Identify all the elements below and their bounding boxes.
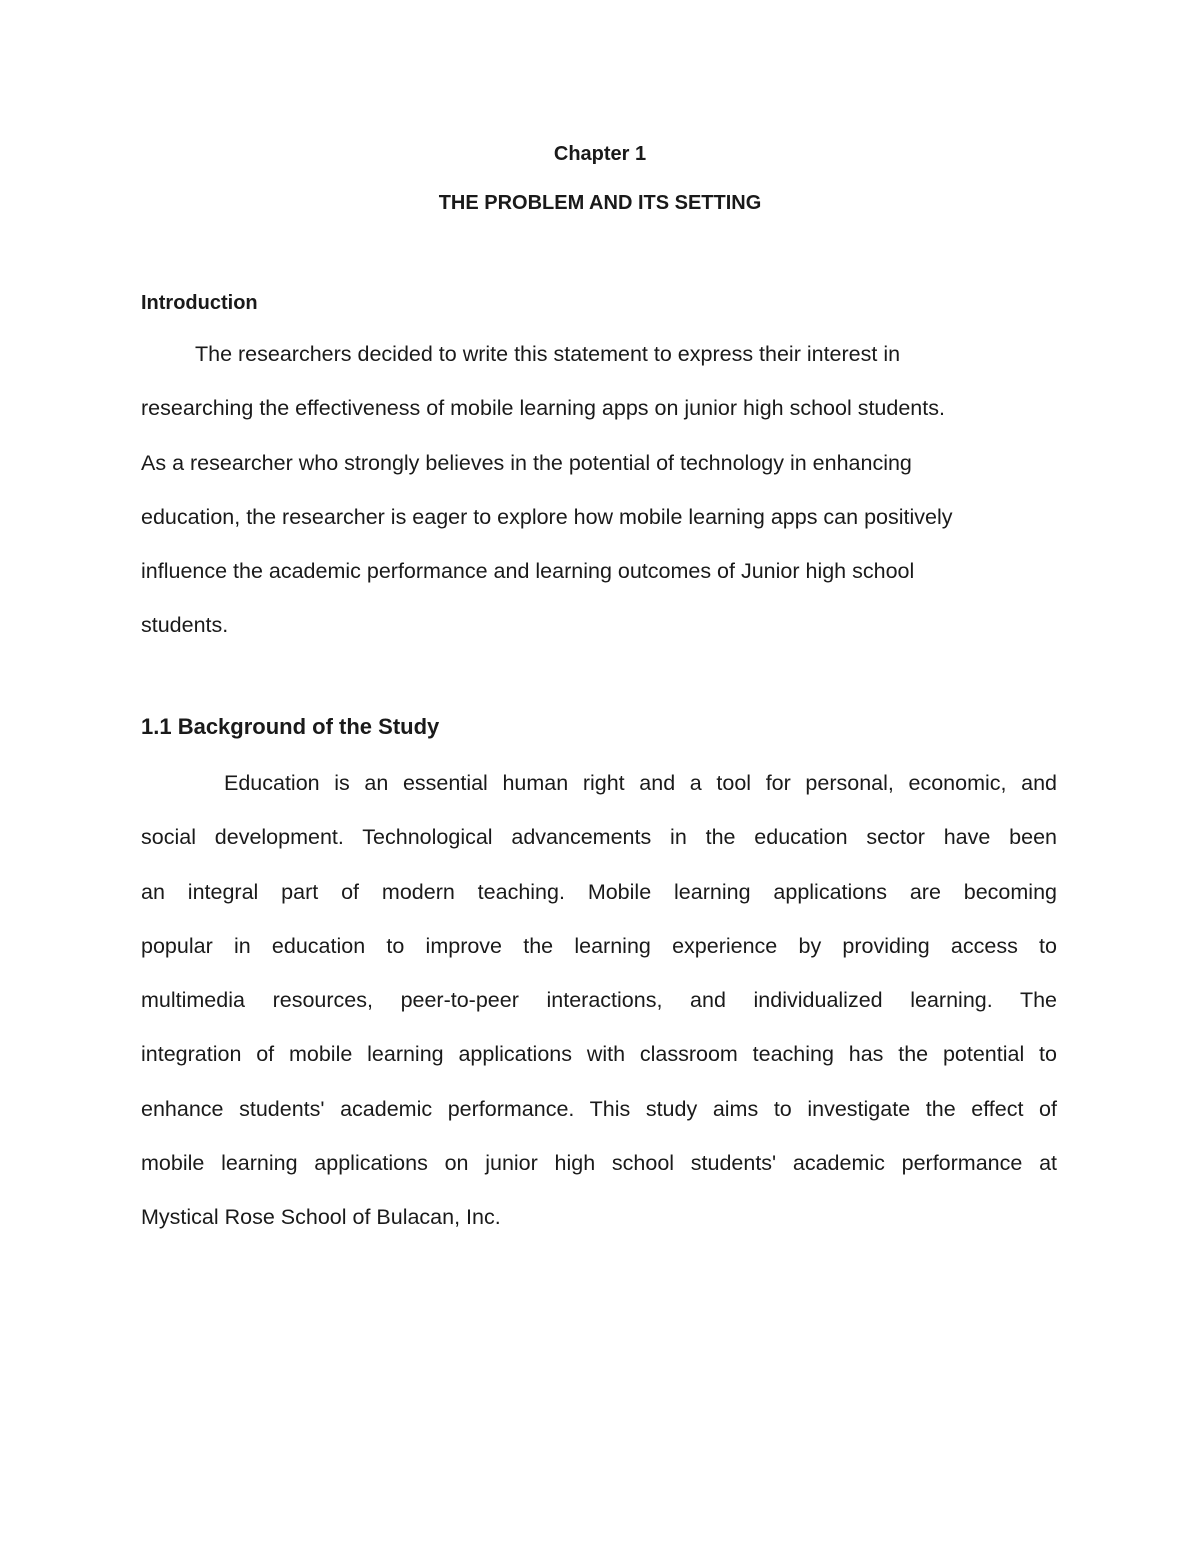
paragraph-line: Education is an essential human right and a tool for personal, economic, and [224, 771, 1057, 795]
paragraph-line: an integral part of modern teaching. Mobile learning applications are becoming [141, 879, 1057, 904]
background-paragraph [141, 756, 1057, 1245]
paragraph-line: Mystical Rose School of Bulacan, Inc. [141, 1205, 501, 1230]
paragraph-line: influence the academic performance and learning outcomes of Junior high school [141, 559, 915, 584]
chapter-subtitle: THE PROBLEM AND ITS SETTING [438, 192, 762, 214]
paragraph-line: enhance students' academic performance. This study aims to investigate the effect of [141, 1096, 1057, 1121]
paragraph-line: integration of mobile learning applications with classroom teaching has the potential to [141, 1042, 1057, 1067]
paragraph-line: mobile learning applications on junior high school students' academic performance at [141, 1151, 1057, 1176]
chapter-title: Chapter 1 [553, 143, 647, 165]
paragraph-line: education, the researcher is eager to explore how mobile learning apps can positively [141, 504, 953, 529]
paragraph-line: social development. Technological advancements in the education sector have been [141, 825, 1057, 850]
introduction-heading: Introduction [141, 292, 258, 314]
paragraph-line: As a researcher who strongly believes in the potential of technology in enhancing [141, 450, 912, 475]
paragraph-line: multimedia resources, peer-to-peer interactions, and individualized learning. The [141, 988, 1057, 1013]
paragraph-line: researching the effectiveness of mobile learning apps on junior high school students. [141, 396, 945, 421]
paragraph-line: students. [141, 613, 229, 638]
paragraph-line: The researchers decided to write this statement to express their interest in [195, 342, 901, 366]
introduction-paragraph [141, 327, 1061, 653]
paragraph-line: popular in education to improve the learning experience by providing access to [141, 933, 1057, 958]
background-heading: 1.1 Background of the Study [141, 714, 440, 739]
